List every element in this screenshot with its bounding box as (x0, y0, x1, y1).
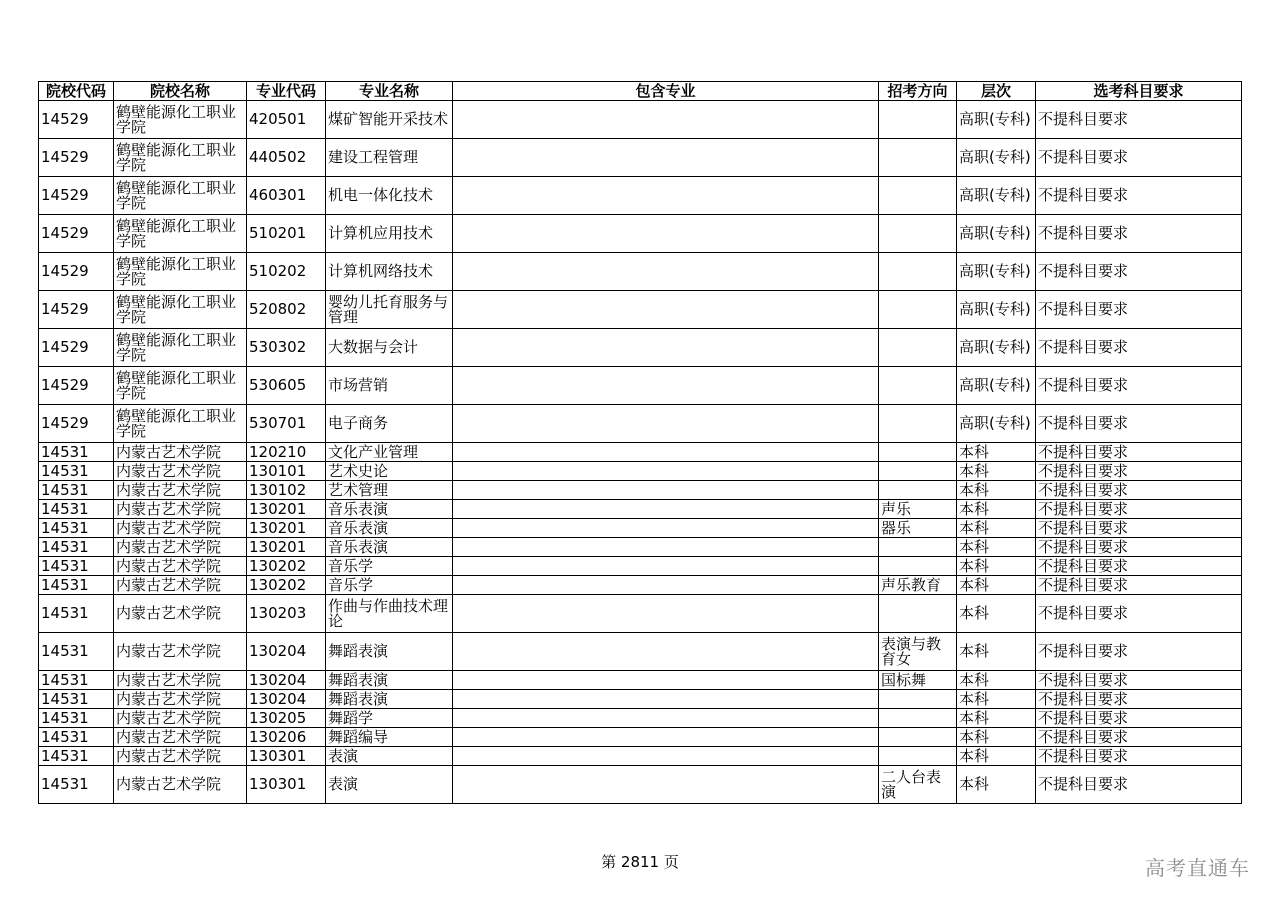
cell-major-code: 130204 (247, 690, 326, 709)
cell-requirement: 不提科目要求 (1036, 253, 1242, 291)
table-row (39, 481, 1242, 500)
cell-major-code: 130202 (247, 576, 326, 595)
cell-level: 高职(专科) (957, 177, 1036, 215)
table-row (39, 462, 1242, 481)
cell-major-code: 130301 (247, 747, 326, 766)
cell-major-name: 音乐学 (326, 576, 453, 595)
cell-includes (453, 728, 879, 747)
cell-level: 本科 (957, 633, 1036, 671)
cell-school-code: 14529 (39, 367, 114, 405)
cell-school-code: 14531 (39, 557, 114, 576)
cell-school-name: 鹤壁能源化工职业学院 (114, 329, 247, 367)
cell-includes (453, 766, 879, 804)
cell-includes (453, 500, 879, 519)
cell-major-code: 130201 (247, 519, 326, 538)
cell-major-name: 音乐表演 (326, 500, 453, 519)
cell-major-name: 大数据与会计 (326, 329, 453, 367)
table-row (39, 367, 1242, 405)
cell-school-name: 内蒙古艺术学院 (114, 728, 247, 747)
cell-school-name: 内蒙古艺术学院 (114, 481, 247, 500)
cell-major-code: 130204 (247, 671, 326, 690)
page-number: 第 2811 页 (601, 853, 679, 871)
cell-school-code: 14529 (39, 405, 114, 443)
cell-level: 本科 (957, 500, 1036, 519)
table-row (39, 671, 1242, 690)
cell-includes (453, 443, 879, 462)
cell-school-name: 内蒙古艺术学院 (114, 747, 247, 766)
cell-major-code: 530701 (247, 405, 326, 443)
table-row (39, 728, 1242, 747)
cell-school-name: 鹤壁能源化工职业学院 (114, 215, 247, 253)
cell-school-code: 14531 (39, 481, 114, 500)
cell-school-name: 内蒙古艺术学院 (114, 633, 247, 671)
cell-major-name: 舞蹈表演 (326, 690, 453, 709)
cell-includes (453, 253, 879, 291)
cell-school-code: 14531 (39, 633, 114, 671)
table-row (39, 519, 1242, 538)
cell-major-name: 音乐学 (326, 557, 453, 576)
cell-major-name: 婴幼儿托育服务与管理 (326, 291, 453, 329)
cell-includes (453, 291, 879, 329)
cell-level: 高职(专科) (957, 291, 1036, 329)
cell-level: 本科 (957, 519, 1036, 538)
cell-includes (453, 595, 879, 633)
cell-school-code: 14531 (39, 519, 114, 538)
cell-direction (879, 253, 957, 291)
cell-direction (879, 709, 957, 728)
cell-major-code: 510202 (247, 253, 326, 291)
cell-school-code: 14529 (39, 215, 114, 253)
cell-includes (453, 462, 879, 481)
cell-requirement: 不提科目要求 (1036, 481, 1242, 500)
cell-school-name: 鹤壁能源化工职业学院 (114, 291, 247, 329)
cell-major-name: 电子商务 (326, 405, 453, 443)
cell-major-name: 艺术管理 (326, 481, 453, 500)
cell-direction (879, 443, 957, 462)
cell-school-name: 内蒙古艺术学院 (114, 595, 247, 633)
cell-level: 高职(专科) (957, 215, 1036, 253)
cell-requirement: 不提科目要求 (1036, 405, 1242, 443)
cell-major-name: 煤矿智能开采技术 (326, 101, 453, 139)
cell-includes (453, 633, 879, 671)
cell-includes (453, 101, 879, 139)
cell-level: 本科 (957, 462, 1036, 481)
cell-requirement: 不提科目要求 (1036, 215, 1242, 253)
cell-major-name: 文化产业管理 (326, 443, 453, 462)
table-row (39, 747, 1242, 766)
table-row (39, 139, 1242, 177)
cell-school-name: 内蒙古艺术学院 (114, 538, 247, 557)
header-major-code: 专业代码 (247, 82, 326, 101)
cell-school-name: 鹤壁能源化工职业学院 (114, 253, 247, 291)
cell-requirement: 不提科目要求 (1036, 367, 1242, 405)
cell-includes (453, 709, 879, 728)
cell-school-code: 14529 (39, 329, 114, 367)
cell-school-name: 鹤壁能源化工职业学院 (114, 139, 247, 177)
header-row (39, 82, 1242, 101)
table-row (39, 291, 1242, 329)
cell-school-code: 14531 (39, 747, 114, 766)
table-row (39, 595, 1242, 633)
cell-includes (453, 139, 879, 177)
cell-level: 高职(专科) (957, 101, 1036, 139)
cell-school-code: 14531 (39, 766, 114, 804)
cell-level: 本科 (957, 576, 1036, 595)
cell-direction (879, 690, 957, 709)
cell-requirement: 不提科目要求 (1036, 709, 1242, 728)
cell-requirement: 不提科目要求 (1036, 595, 1242, 633)
cell-direction: 表演与教育女 (879, 633, 957, 671)
cell-level: 高职(专科) (957, 367, 1036, 405)
cell-school-code: 14531 (39, 595, 114, 633)
cell-school-code: 14529 (39, 253, 114, 291)
cell-major-name: 市场营销 (326, 367, 453, 405)
cell-school-code: 14531 (39, 728, 114, 747)
header-school-code: 院校代码 (39, 82, 114, 101)
cell-major-code: 130205 (247, 709, 326, 728)
cell-requirement: 不提科目要求 (1036, 690, 1242, 709)
cell-school-name: 内蒙古艺术学院 (114, 671, 247, 690)
cell-direction (879, 557, 957, 576)
cell-includes (453, 747, 879, 766)
cell-major-name: 舞蹈编导 (326, 728, 453, 747)
cell-major-name: 音乐表演 (326, 519, 453, 538)
cell-major-name: 舞蹈表演 (326, 633, 453, 671)
table-row (39, 329, 1242, 367)
cell-direction (879, 139, 957, 177)
cell-level: 高职(专科) (957, 405, 1036, 443)
cell-requirement: 不提科目要求 (1036, 101, 1242, 139)
cell-requirement: 不提科目要求 (1036, 519, 1242, 538)
cell-requirement: 不提科目要求 (1036, 576, 1242, 595)
cell-level: 高职(专科) (957, 329, 1036, 367)
cell-school-name: 内蒙古艺术学院 (114, 690, 247, 709)
cell-includes (453, 576, 879, 595)
cell-direction (879, 101, 957, 139)
table-row (39, 633, 1242, 671)
cell-major-code: 440502 (247, 139, 326, 177)
table-row (39, 766, 1242, 804)
cell-major-code: 530302 (247, 329, 326, 367)
cell-requirement: 不提科目要求 (1036, 500, 1242, 519)
cell-major-code: 130201 (247, 538, 326, 557)
cell-direction (879, 405, 957, 443)
cell-school-name: 内蒙古艺术学院 (114, 462, 247, 481)
cell-major-code: 520802 (247, 291, 326, 329)
cell-level: 本科 (957, 481, 1036, 500)
cell-includes (453, 557, 879, 576)
watermark-logo: 高考直通车 (1145, 856, 1250, 880)
header-school-name: 院校名称 (114, 82, 247, 101)
cell-major-name: 舞蹈表演 (326, 671, 453, 690)
cell-school-code: 14531 (39, 671, 114, 690)
cell-school-name: 鹤壁能源化工职业学院 (114, 405, 247, 443)
cell-direction (879, 481, 957, 500)
cell-requirement: 不提科目要求 (1036, 671, 1242, 690)
cell-requirement: 不提科目要求 (1036, 329, 1242, 367)
cell-direction (879, 177, 957, 215)
cell-level: 本科 (957, 728, 1036, 747)
cell-direction (879, 462, 957, 481)
cell-direction: 国标舞 (879, 671, 957, 690)
header-major-name: 专业名称 (326, 82, 453, 101)
table-row (39, 576, 1242, 595)
cell-requirement: 不提科目要求 (1036, 766, 1242, 804)
cell-includes (453, 329, 879, 367)
cell-requirement: 不提科目要求 (1036, 177, 1242, 215)
cell-major-code: 130202 (247, 557, 326, 576)
cell-direction (879, 215, 957, 253)
cell-major-code: 510201 (247, 215, 326, 253)
cell-major-name: 舞蹈学 (326, 709, 453, 728)
cell-requirement: 不提科目要求 (1036, 462, 1242, 481)
cell-major-code: 130203 (247, 595, 326, 633)
cell-major-name: 建设工程管理 (326, 139, 453, 177)
cell-major-code: 130102 (247, 481, 326, 500)
cell-level: 高职(专科) (957, 253, 1036, 291)
cell-major-name: 计算机应用技术 (326, 215, 453, 253)
cell-school-code: 14531 (39, 462, 114, 481)
cell-includes (453, 519, 879, 538)
cell-major-code: 460301 (247, 177, 326, 215)
cell-level: 本科 (957, 671, 1036, 690)
table-row (39, 177, 1242, 215)
table-row (39, 557, 1242, 576)
table-row (39, 101, 1242, 139)
cell-major-name: 作曲与作曲技术理论 (326, 595, 453, 633)
cell-major-code: 130204 (247, 633, 326, 671)
cell-level: 本科 (957, 766, 1036, 804)
cell-school-name: 内蒙古艺术学院 (114, 766, 247, 804)
cell-school-code: 14531 (39, 709, 114, 728)
cell-major-code: 120210 (247, 443, 326, 462)
cell-school-name: 内蒙古艺术学院 (114, 519, 247, 538)
cell-school-name: 鹤壁能源化工职业学院 (114, 177, 247, 215)
cell-school-code: 14529 (39, 101, 114, 139)
cell-includes (453, 481, 879, 500)
cell-includes (453, 177, 879, 215)
admission-table (38, 81, 1242, 804)
cell-direction (879, 747, 957, 766)
cell-school-name: 鹤壁能源化工职业学院 (114, 367, 247, 405)
header-level: 层次 (957, 82, 1036, 101)
cell-direction (879, 367, 957, 405)
cell-direction (879, 595, 957, 633)
cell-requirement: 不提科目要求 (1036, 139, 1242, 177)
cell-school-name: 内蒙古艺术学院 (114, 557, 247, 576)
cell-major-code: 530605 (247, 367, 326, 405)
cell-school-code: 14529 (39, 139, 114, 177)
cell-direction (879, 291, 957, 329)
cell-direction: 声乐 (879, 500, 957, 519)
cell-school-name: 内蒙古艺术学院 (114, 443, 247, 462)
cell-includes (453, 690, 879, 709)
cell-school-code: 14529 (39, 291, 114, 329)
header-direction: 招考方向 (879, 82, 957, 101)
cell-school-name: 内蒙古艺术学院 (114, 709, 247, 728)
cell-school-code: 14531 (39, 690, 114, 709)
cell-level: 本科 (957, 443, 1036, 462)
cell-major-name: 音乐表演 (326, 538, 453, 557)
cell-direction: 声乐教育 (879, 576, 957, 595)
cell-major-code: 130201 (247, 500, 326, 519)
header-requirement: 选考科目要求 (1036, 82, 1242, 101)
cell-requirement: 不提科目要求 (1036, 538, 1242, 557)
cell-requirement: 不提科目要求 (1036, 728, 1242, 747)
cell-level: 本科 (957, 557, 1036, 576)
cell-school-code: 14531 (39, 538, 114, 557)
cell-requirement: 不提科目要求 (1036, 633, 1242, 671)
cell-school-code: 14531 (39, 443, 114, 462)
cell-includes (453, 405, 879, 443)
table-body (39, 101, 1242, 804)
table-row (39, 500, 1242, 519)
table-row (39, 690, 1242, 709)
cell-requirement: 不提科目要求 (1036, 443, 1242, 462)
cell-major-name: 计算机网络技术 (326, 253, 453, 291)
cell-major-name: 表演 (326, 766, 453, 804)
cell-school-name: 鹤壁能源化工职业学院 (114, 101, 247, 139)
cell-school-name: 内蒙古艺术学院 (114, 500, 247, 519)
cell-major-code: 130206 (247, 728, 326, 747)
cell-direction (879, 329, 957, 367)
cell-direction (879, 538, 957, 557)
cell-includes (453, 538, 879, 557)
cell-includes (453, 215, 879, 253)
cell-school-code: 14531 (39, 576, 114, 595)
header-includes: 包含专业 (453, 82, 879, 101)
table-row (39, 443, 1242, 462)
cell-includes (453, 367, 879, 405)
cell-direction: 二人台表演 (879, 766, 957, 804)
cell-level: 本科 (957, 538, 1036, 557)
table-row (39, 405, 1242, 443)
cell-school-code: 14531 (39, 500, 114, 519)
cell-level: 本科 (957, 747, 1036, 766)
cell-level: 高职(专科) (957, 139, 1036, 177)
cell-level: 本科 (957, 690, 1036, 709)
table-row (39, 709, 1242, 728)
cell-requirement: 不提科目要求 (1036, 557, 1242, 576)
cell-major-code: 420501 (247, 101, 326, 139)
cell-major-code: 130101 (247, 462, 326, 481)
cell-major-name: 机电一体化技术 (326, 177, 453, 215)
cell-direction (879, 728, 957, 747)
cell-level: 本科 (957, 595, 1036, 633)
cell-level: 本科 (957, 709, 1036, 728)
cell-school-name: 内蒙古艺术学院 (114, 576, 247, 595)
cell-requirement: 不提科目要求 (1036, 291, 1242, 329)
cell-requirement: 不提科目要求 (1036, 747, 1242, 766)
cell-major-name: 艺术史论 (326, 462, 453, 481)
cell-direction: 器乐 (879, 519, 957, 538)
table-row (39, 215, 1242, 253)
cell-includes (453, 671, 879, 690)
cell-school-code: 14529 (39, 177, 114, 215)
cell-major-name: 表演 (326, 747, 453, 766)
table-row (39, 253, 1242, 291)
table-row (39, 538, 1242, 557)
cell-major-code: 130301 (247, 766, 326, 804)
